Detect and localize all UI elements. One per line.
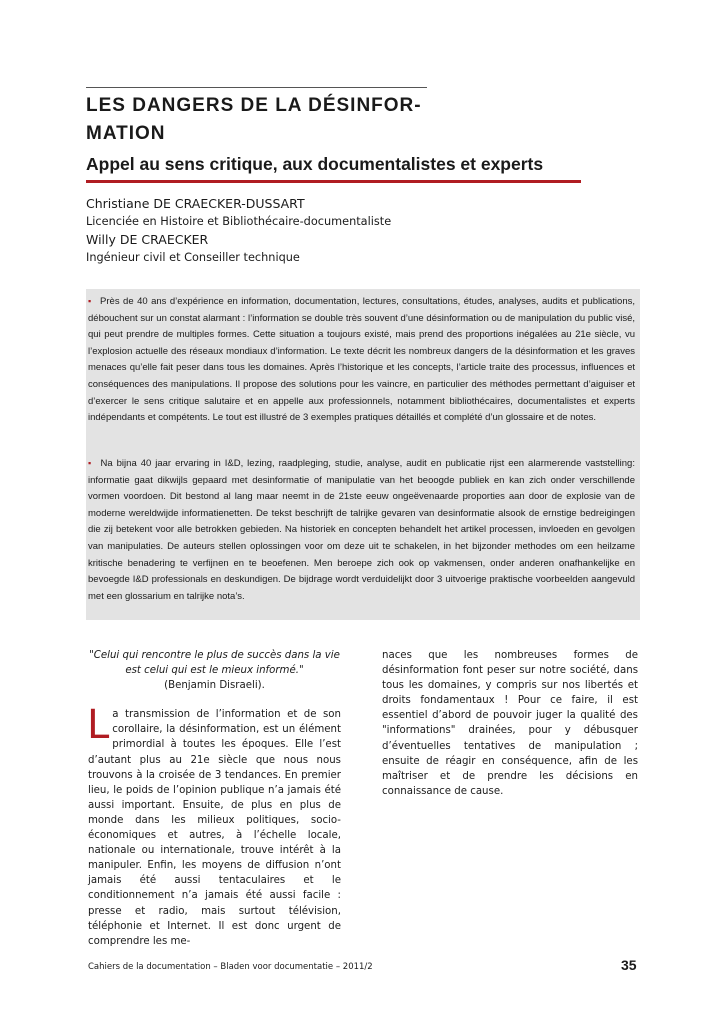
epigraph-quote: "Celui qui rencontre le plus de succès dans la vie est celui qui est le mieux informé." bbox=[89, 650, 340, 677]
title-line-1: LES DANGERS DE LA DÉSINFOR- bbox=[86, 95, 422, 116]
page-number: 35 bbox=[621, 957, 637, 973]
body-paragraph bbox=[87, 702, 341, 949]
body-column-right bbox=[382, 648, 638, 799]
abstract-french-text: Près de 40 ans d’expérience en information, documentation, lectures, consultations, études, analyses, audits et publications, débouchent sur un constat alarmant : l’information se double très souvent d’une désinformation ou de manipulation du public visé, qui peut prendre de multiples formes. Cette situation a toujours existé, mais prend des proportions inégalées au 21e siècle, vu l’explosion actuelle des réseaux mondiaux d’information. Le texte décrit les nombreux dangers de la désinformation et les graves menaces qu’elle fait peser dans tous les domaines. Après l’historique et les concepts, l’article traite des processus, influences et conséquences des manipulations. Il propose des solutions pour les vaincre, en particulier des méthodes permettant d’aiguiser et d’exercer le sens critique salutaire et en appelle aux professionnels, notamment bibliothécaires, documentalistes et experts indépendants et compétents. Le tout est illustré de 3 exemples pratiques détaillés et complété d’un glossaire et de notes. bbox=[88, 296, 635, 424]
journal-footer: Cahiers de la documentation – Bladen voor documentatie – 2011/2 bbox=[88, 962, 373, 972]
body-column-left bbox=[88, 648, 341, 949]
abstract-french bbox=[86, 293, 640, 427]
top-rule bbox=[86, 87, 427, 88]
author-name: Willy DE CRAECKER bbox=[86, 232, 209, 247]
title-line-2: MATION bbox=[86, 123, 166, 144]
author-name: Christiane DE CRAECKER-DUSSART bbox=[86, 196, 305, 211]
bullet-icon: ▪ bbox=[88, 458, 93, 468]
drop-cap: L bbox=[87, 702, 110, 749]
author-role: Licenciée en Histoire et Bibliothécaire-documentaliste bbox=[86, 215, 392, 228]
epigraph-author: (Benjamin Disraeli). bbox=[164, 680, 265, 692]
abstract-box bbox=[86, 289, 640, 620]
bullet-icon: ▪ bbox=[88, 296, 93, 306]
author-role: Ingénieur civil et Conseiller technique bbox=[86, 251, 300, 264]
abstract-dutch-text: Na bijna 40 jaar ervaring in I&D, lezing, raadpleging, studie, analyse, audit en publicatie rijst een alarmerende vaststelling: informatie gaat dikwijls gepaard met desinformatie of manipulatie van het beoogde publiek en kan zich onder verschillende vormen voordoen. Dit bestond al lang maar neemt in de 21ste eeuw ongeëvenaarde proporties aan door de explosie van de moderne wereldwijde informatienetten. De tekst beschrijft de talrijke gevaren van desinformatie alsook de ernstige bedreigingen die zij betekent voor alle betrokken gebieden. Na historiek en concepten behandelt het artikel processen, invloeden en gevolgen van manipulaties. De auteurs stellen oplossingen voor om deze uit te schakelen, in het bijzonder methodes om een heilzame kritische benadering te verfijnen en te beoefenen. Men beroepe zich ook op vakmensen, onder anderen onafhankelijke en bevoegde I&D professionals en deskundigen. De bijdrage wordt verduidelijkt door 3 uitvoerige praktische voorbeelden aangevuld met een glossarium en talrijke nota’s. bbox=[88, 458, 635, 602]
body-text-col1: a transmission de l’information et de son corollaire, la désinformation, est un élément primordial à toutes les époques. Elle l’est d’autant plus au 21e siècle que nous nous trouvons à la croisée de 3 tendances. En premier lieu, le poids de l’opinion publique n’a jamais été aussi important. Ensuite, de plus en plus de monde dans les milieux politiques, socio-économiques et autres, à l’échelle locale, nationale ou internationale, trouve intérêt à la manipuler. Enfin, les moyens de diffusion n’ont jamais été aussi tentaculaires et le conditionnement n’a jamais été aussi facile : presse et radio, mais surtout télévision, téléphonie et Internet. Il est donc urgent de comprendre les me- bbox=[88, 709, 341, 947]
abstract-dutch bbox=[86, 455, 640, 605]
author-block bbox=[86, 195, 486, 267]
article-subtitle: Appel au sens critique, aux documentalistes et experts bbox=[86, 154, 544, 174]
body-text-col2: naces que les nombreuses formes de désinformation font peser sur notre société, dans tous les domaines, y compris sur nos libertés et droits fondamentaux ! Pour ce faire, il est essentiel d’abord de pouvoir juger la qualité des "informations" drainées, pour y débusquer d’éventuelles tentatives de manipulation ; ensuite de réagir en conséquence, afin de les maîtriser et de prendre les décisions en connaissance de cause. bbox=[382, 650, 638, 797]
article-title bbox=[86, 92, 486, 148]
title-underline bbox=[86, 180, 581, 183]
